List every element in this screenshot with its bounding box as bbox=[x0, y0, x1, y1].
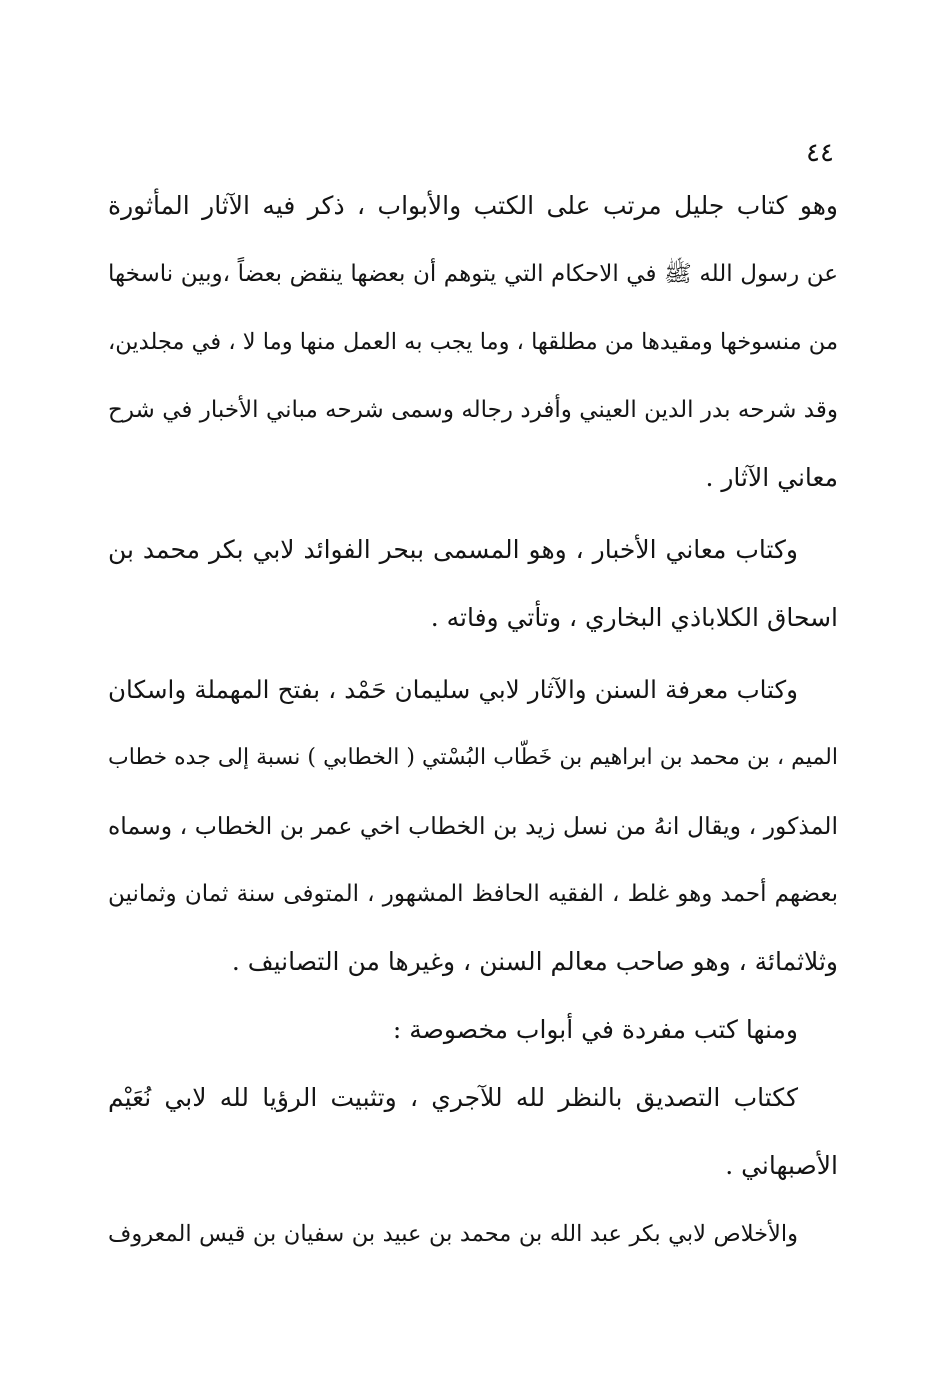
text-line: وهو كتاب جليل مرتب على الكتب والأبواب ، ذكر فيه الآثار المأثورة bbox=[108, 191, 838, 220]
text-line: ككتاب التصديق بالنظر لله للآجري ، وتثبيت الرؤيا لله لابي نُعَيْم bbox=[108, 1083, 798, 1112]
text-line: وكتاب معرفة السنن والآثار لابي سليمان حَمْد ، بفتح المهملة واسكان bbox=[108, 675, 798, 704]
text-line: بعضهم أحمد وهو غلط ، الفقيه الحافظ المشهور ، المتوفى سنة ثمان وثمانين bbox=[108, 881, 838, 907]
text-line: عن رسول الله ﷺ في الاحكام التي يتوهم أن بعضها ينقض بعضاً ،وبين ناسخها bbox=[108, 261, 838, 287]
text-line: الميم ، بن محمد بن ابراهيم بن خَطّاب البُسْتي ( الخطابي ) نسبة إلى جده خطاب bbox=[108, 745, 838, 770]
text-line: من منسوخها ومقيدها من مطلقها ، وما يجب به العمل منها وما لا ، في مجلدين، bbox=[108, 329, 838, 355]
page-body bbox=[108, 172, 838, 1268]
text-line: وثلاثمائة ، وهو صاحب معالم السنن ، وغيرها من التصانيف . bbox=[231, 947, 838, 976]
text-line: الأصبهاني . bbox=[725, 1151, 838, 1180]
page-number: ٤٤ bbox=[806, 138, 834, 168]
text-line: معاني الآثار . bbox=[705, 463, 838, 492]
text-line: المذكور ، ويقال انهُ من نسل زيد بن الخطاب اخي عمر بن الخطاب ، وسماه bbox=[108, 812, 838, 840]
text-line: وقد شرحه بدر الدين العيني وأفرد رجاله وسمى شرحه مباني الأخبار في شرح bbox=[108, 397, 838, 423]
text-line: وكتاب معاني الأخبار ، وهو المسمى ببحر الفوائد لابي بكر محمد بن bbox=[108, 535, 798, 564]
text-line: والأخلاص لابي بكر عبد الله بن محمد بن عبيد بن سفيان بن قيس المعروف bbox=[108, 1221, 798, 1247]
text-line: ومنها كتب مفردة في أبواب مخصوصة : bbox=[392, 1015, 798, 1044]
text-line: اسحاق الكلاباذي البخاري ، وتأتي وفاته . bbox=[430, 603, 838, 632]
